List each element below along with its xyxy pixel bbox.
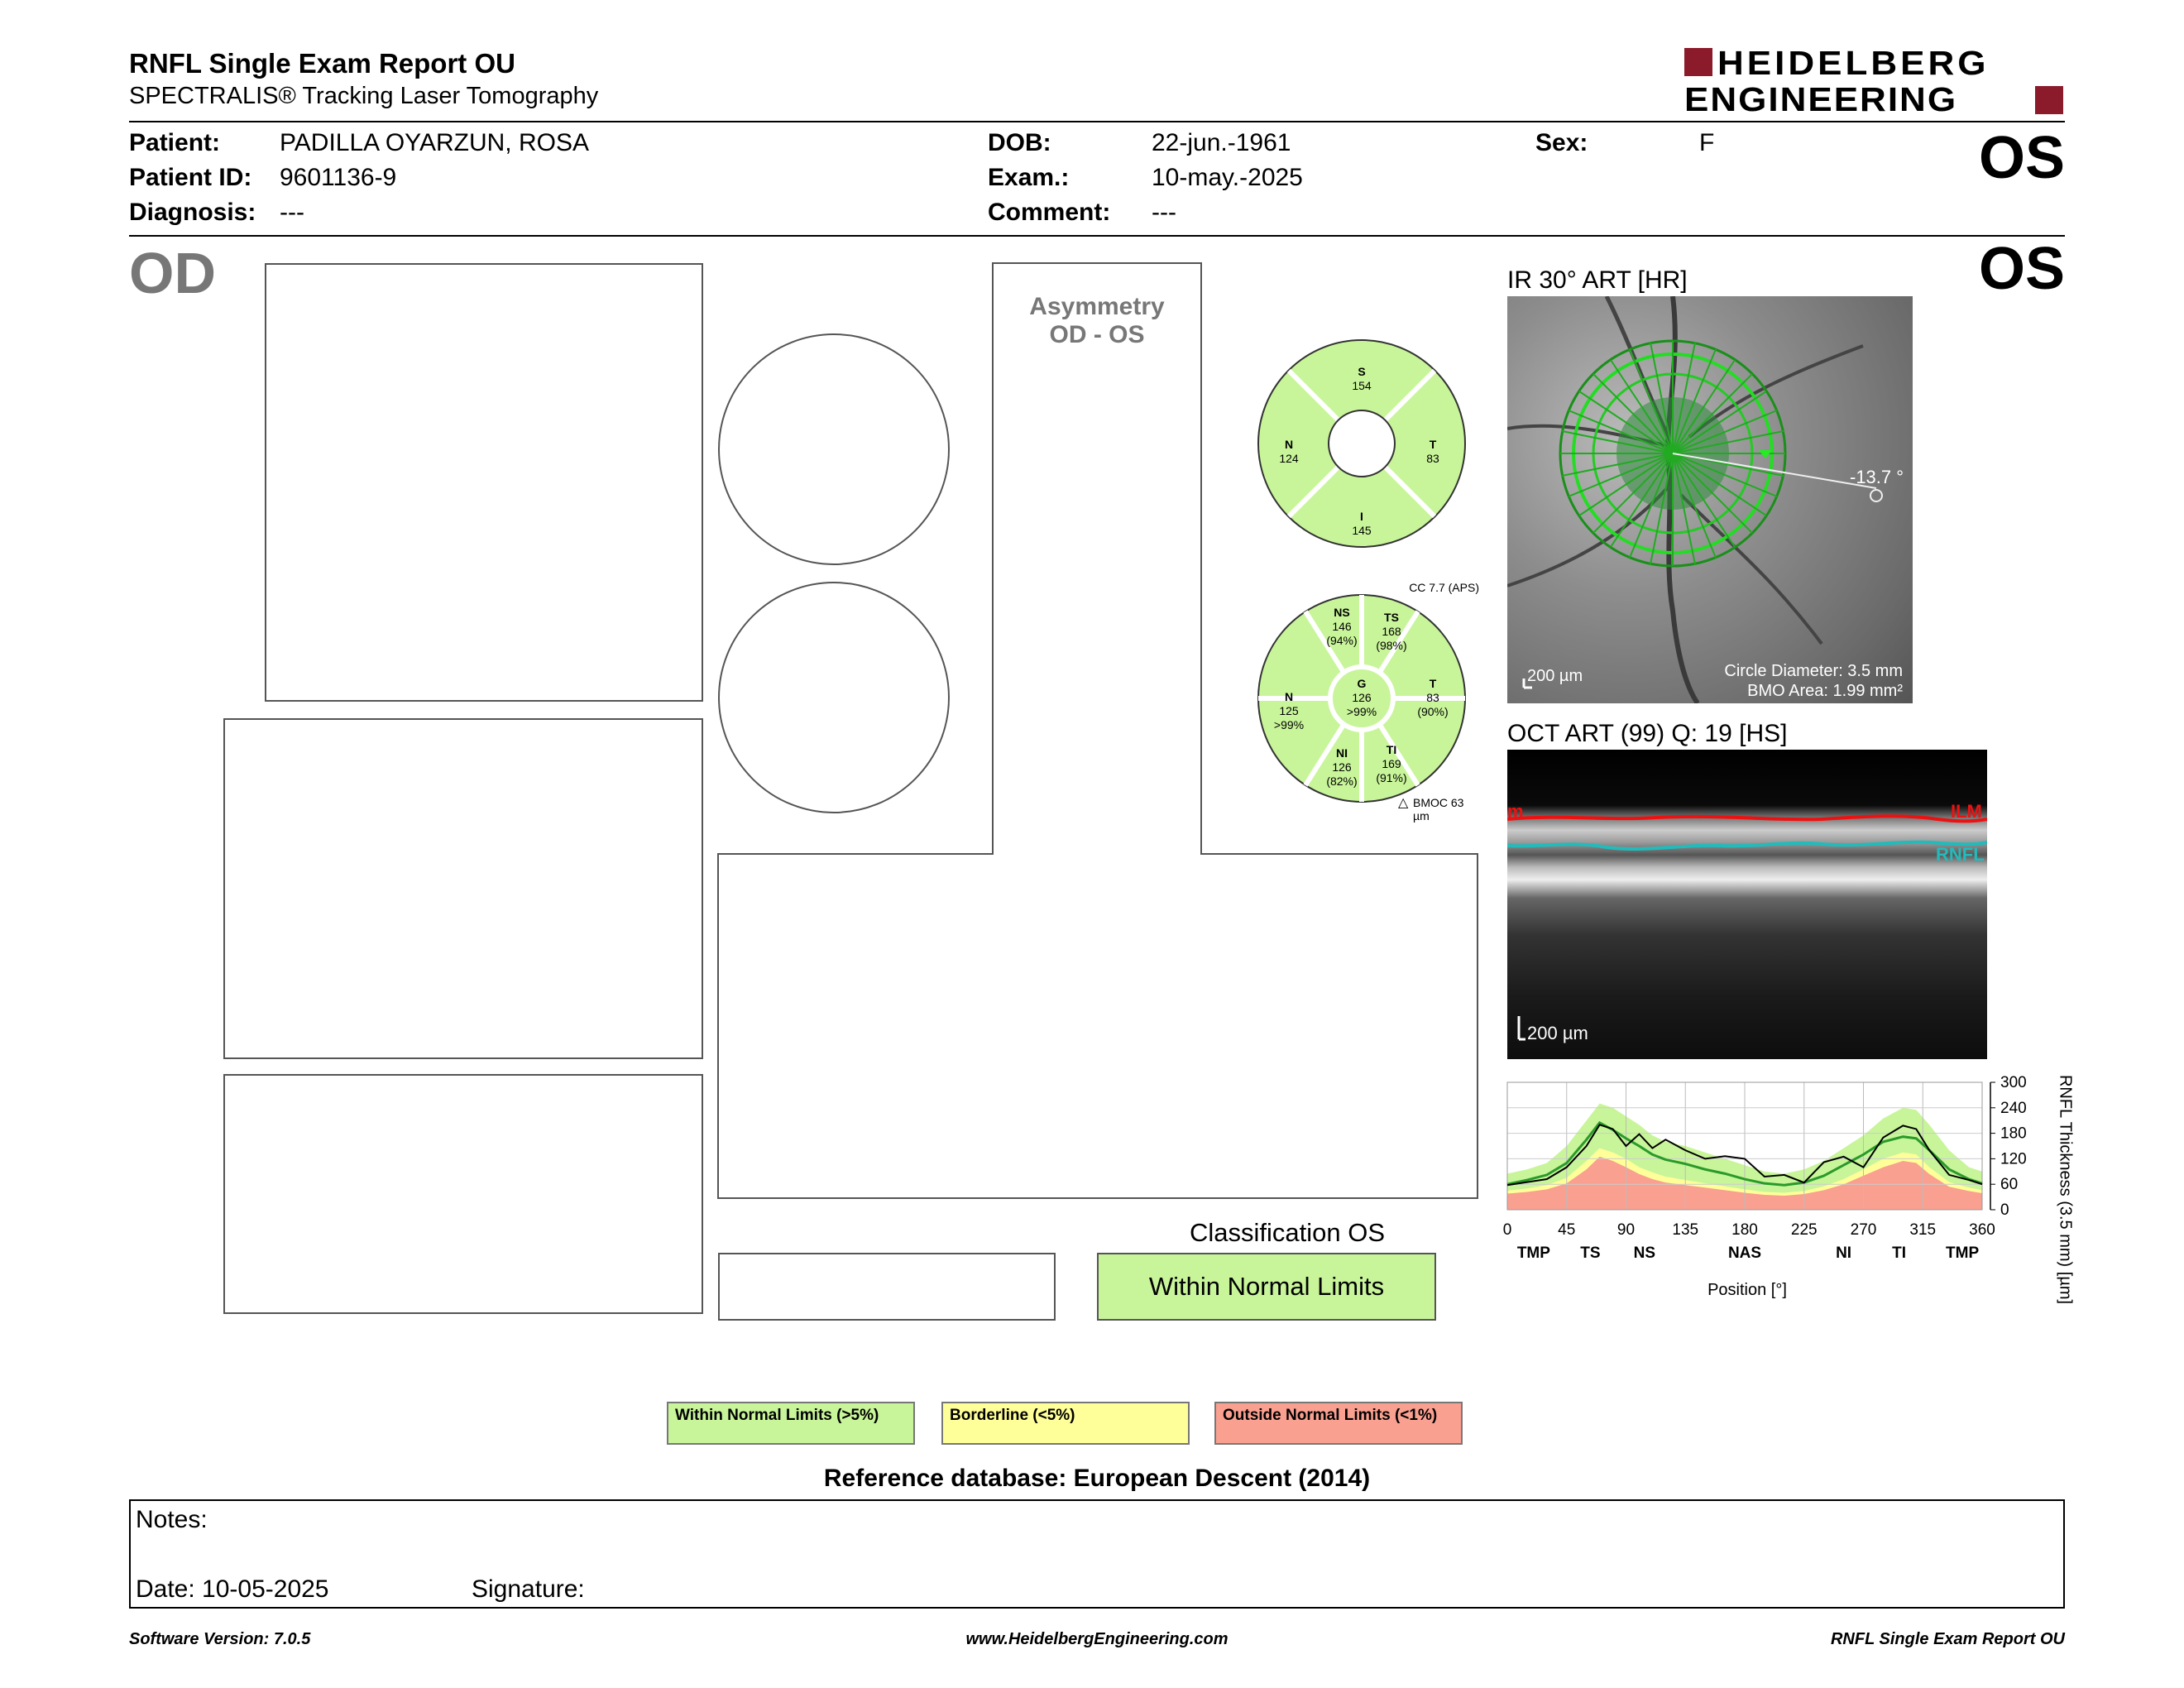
asymmetry-subtitle: OD - OS (1049, 321, 1145, 348)
ir-bmo-area: BMO Area: 1.99 mm² (1747, 682, 1903, 700)
s6-n-value: 125 (1279, 704, 1299, 717)
s6-ni-pct: (82%) (1326, 774, 1358, 788)
classification-value: Within Normal Limits (1148, 1272, 1385, 1301)
sector-label-2: NS (1633, 1244, 1656, 1262)
sector-label-5: TI (1892, 1244, 1906, 1262)
od-image-panel (265, 263, 703, 702)
oct-bscan-image (1507, 750, 1987, 1059)
ir-angle: -13.7 ° (1850, 467, 1904, 487)
oct-ilm-left-label: m (1507, 801, 1524, 822)
x-tick-label-2: 90 (1616, 1221, 1636, 1239)
y-tick-label-0: 300 (2000, 1074, 2027, 1091)
legend-wnl: Within Normal Limits (>5%) (667, 1402, 915, 1445)
s6-ts-pct: (98%) (1376, 639, 1407, 652)
legend-onl: Outside Normal Limits (<1%) (1214, 1402, 1463, 1445)
y-tick-label-1: 240 (2000, 1099, 2027, 1117)
footer-report: RNFL Single Exam Report OU (1830, 1630, 2065, 1648)
s4-t-label: T (1429, 438, 1437, 451)
ir-overlay (1507, 296, 1913, 703)
footer-website[interactable]: www.HeidelbergEngineering.com (965, 1630, 1228, 1648)
logo-square-top (1684, 48, 1712, 76)
ir-circle-diameter: Circle Diameter: 3.5 mm (1724, 662, 1903, 680)
s6-n-pct: >99% (1273, 718, 1305, 731)
s6-g-pct: >99% (1346, 705, 1377, 718)
x-tick-label-3: 135 (1672, 1221, 1699, 1239)
oct-title: OCT ART (99) Q: 19 [HS] (1507, 720, 1788, 747)
patient-id-value: 9601136-9 (280, 164, 397, 191)
s6-ns-value: 146 (1332, 620, 1352, 633)
sex-label: Sex: (1535, 129, 1588, 156)
logo-line2: ENGINEERING (1684, 81, 1958, 119)
s6-g-label: G (1357, 677, 1367, 690)
dob-value: 22-jun.-1961 (1152, 129, 1291, 156)
x-tick-label-0: 0 (1502, 1221, 1512, 1239)
exam-label: Exam.: (988, 164, 1070, 191)
od-classification-box (718, 1253, 1056, 1321)
logo-square-bottom (2035, 86, 2063, 114)
bmoc-text: BMOC 63 µm (1413, 796, 1464, 822)
s4-n-value: 124 (1279, 452, 1299, 465)
cc-text: CC 7.7 (APS) (1409, 581, 1479, 594)
patient-divider (129, 235, 2065, 237)
legend-borderline: Borderline (<5%) (941, 1402, 1190, 1445)
ir-title: IR 30° ART [HR] (1507, 266, 1688, 294)
s6-ti-value: 169 (1382, 757, 1401, 770)
sector-label-3: NAS (1727, 1244, 1762, 1262)
x-tick-label-7: 315 (1909, 1221, 1937, 1239)
signature-label: Signature: (472, 1575, 585, 1603)
notes-box (129, 1499, 2065, 1609)
s6-t-pct: (90%) (1417, 705, 1449, 718)
reference-database: Reference database: European Descent (2014) (823, 1465, 1371, 1492)
chart-ylabel: RNFL Thickness (3.5 mm) [µm] (2056, 1074, 2075, 1305)
heidelberg-logo (1684, 43, 2065, 117)
s6-t-label: T (1429, 677, 1437, 690)
report-title: RNFL Single Exam Report OU (129, 48, 515, 79)
os-label: OS (1979, 236, 2066, 302)
sector-label-1: TS (1580, 1244, 1601, 1262)
x-tick-label-8: 360 (1969, 1221, 1995, 1239)
oct-overlay (1507, 750, 1987, 1059)
y-tick-label-5: 0 (2000, 1201, 2009, 1219)
y-tick-label-3: 120 (2000, 1150, 2027, 1168)
s6-ns-label: NS (1334, 606, 1350, 619)
exam-value: 10-may.-2025 (1152, 164, 1303, 191)
s4-s-value: 154 (1352, 379, 1372, 392)
y-tick-label-2: 180 (2000, 1125, 2027, 1143)
x-tick-label-1: 45 (1558, 1221, 1576, 1239)
y-tick-label-4: 60 (2000, 1176, 2019, 1194)
chart-xlabel: Position [°] (1707, 1281, 1787, 1299)
asymmetry-title: Asymmetry (1029, 293, 1165, 320)
oct-scale: 200 µm (1527, 1023, 1588, 1043)
s6-n-label: N (1284, 690, 1294, 703)
patient-label: Patient: (129, 129, 221, 156)
footer-software: Software Version: 7.0.5 (129, 1630, 311, 1648)
s4-i-value: 145 (1352, 524, 1372, 537)
diagnosis-label: Diagnosis: (129, 199, 256, 226)
sector-label-6: TMP (1946, 1244, 1980, 1262)
s4-n-label: N (1284, 438, 1294, 451)
s6-g-value: 126 (1352, 691, 1372, 704)
report-subtitle: SPECTRALIS® Tracking Laser Tomography (129, 83, 599, 109)
logo-line1: HEIDELBERG (1717, 45, 1990, 83)
od-oct-panel (223, 718, 703, 1059)
s4-i-label: I (1360, 510, 1363, 523)
delta-icon: △ (1398, 796, 1409, 810)
notes-label: Notes: (136, 1506, 208, 1533)
s6-ti-pct: (91%) (1376, 771, 1407, 784)
ir-fundus-image (1507, 296, 1913, 703)
diagnosis-value: --- (280, 199, 304, 226)
sector-label-0: TMP (1516, 1244, 1550, 1262)
comment-label: Comment: (988, 199, 1111, 226)
comment-value: --- (1152, 199, 1176, 226)
patient-id-label: Patient ID: (129, 164, 252, 191)
s6-ni-label: NI (1336, 746, 1348, 760)
classification-title: Classification OS (1189, 1218, 1386, 1247)
s4-t-value: 83 (1426, 452, 1439, 465)
header-divider (129, 121, 2065, 122)
x-tick-label-4: 180 (1731, 1221, 1758, 1239)
rnfl-thickness-chart (1497, 1067, 2076, 1316)
s6-t-value: 83 (1426, 691, 1439, 704)
s6-ti-label: TI (1386, 743, 1397, 756)
classification-box (1097, 1253, 1436, 1321)
patient-value: PADILLA OYARZUN, ROSA (280, 129, 589, 156)
ir-scale: 200 µm (1527, 667, 1583, 685)
od-graph-panel (223, 1074, 703, 1314)
s6-ts-label: TS (1384, 611, 1399, 624)
sector-label-4: NI (1836, 1244, 1852, 1262)
oct-rnfl-label: RNFL (1936, 844, 1985, 865)
sex-value: F (1699, 129, 1715, 156)
dob-label: DOB: (988, 129, 1051, 156)
s6-ts-value: 168 (1382, 625, 1401, 638)
oct-ilm-label: ILM (1951, 801, 1982, 822)
eye-header-os: OS (1979, 125, 2066, 191)
od-label: OD (129, 241, 216, 305)
x-tick-label-5: 225 (1790, 1221, 1818, 1239)
s4-s-label: S (1358, 365, 1366, 378)
date-label: Date: 10-05-2025 (136, 1575, 329, 1603)
s6-ni-value: 126 (1332, 760, 1352, 774)
x-tick-label-6: 270 (1850, 1221, 1877, 1239)
s6-ns-pct: (94%) (1326, 634, 1358, 647)
